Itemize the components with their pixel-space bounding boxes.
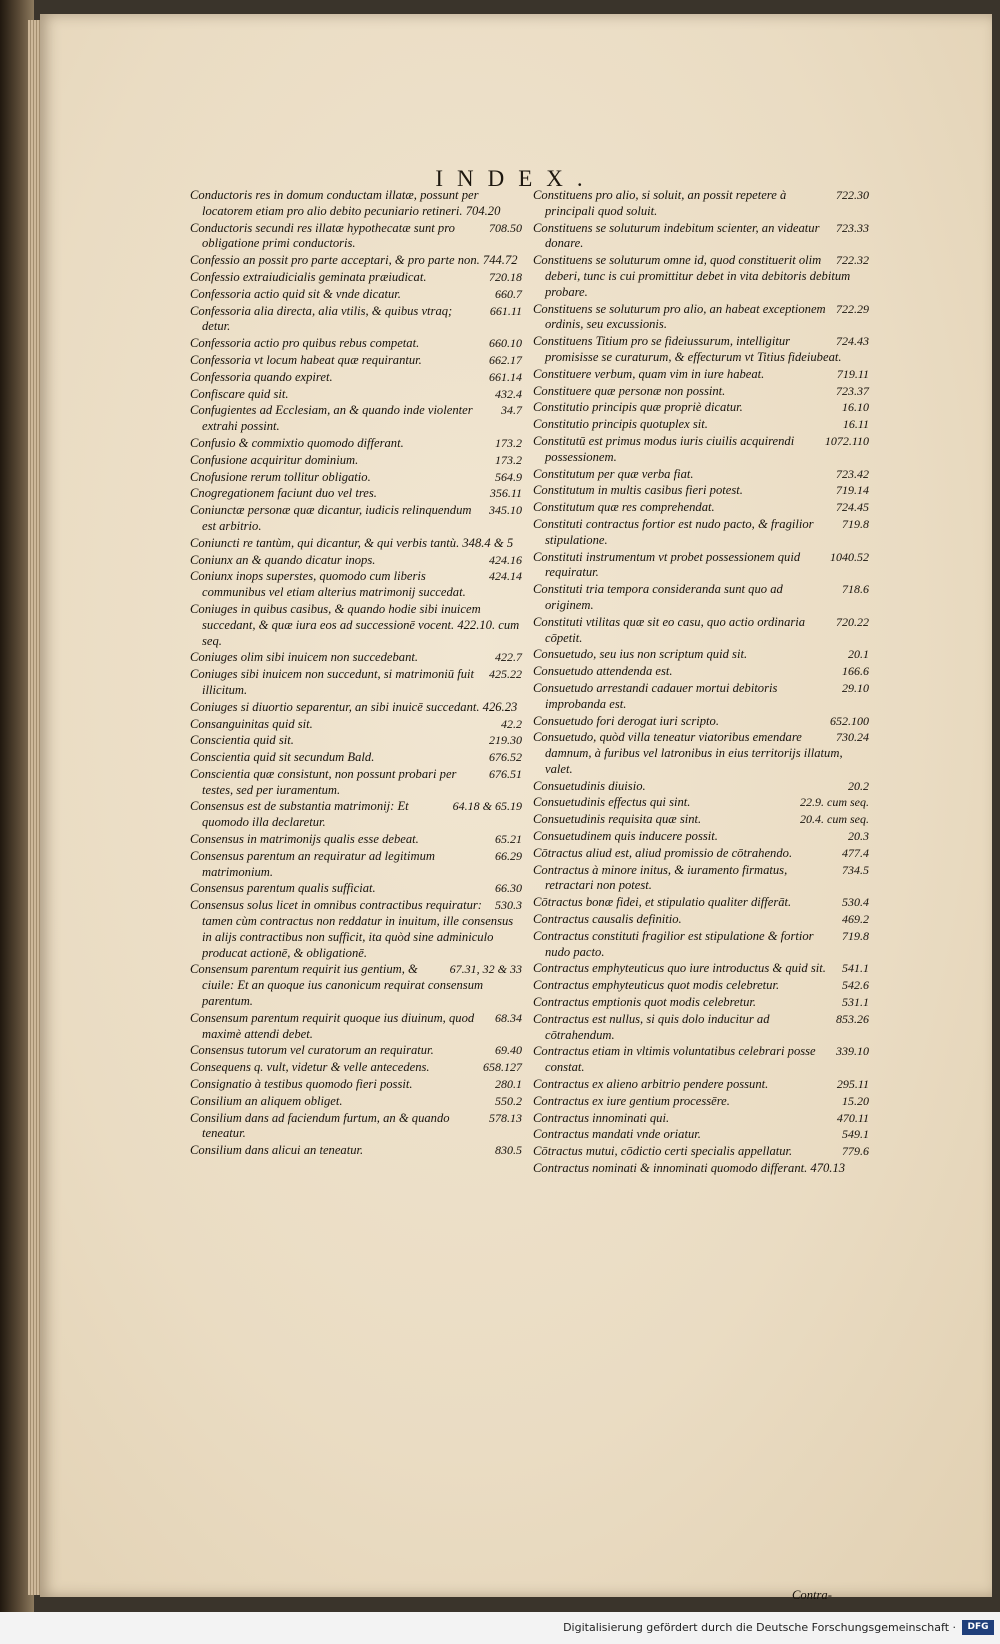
index-entry-reference: 730.24 [836, 730, 869, 745]
index-entry [190, 403, 522, 435]
index-entry-reference: 734.5 [842, 862, 869, 877]
index-entry-text: Cnogregationem faciunt duo vel tres. [190, 486, 377, 501]
index-entry-text: Contractus ex alieno arbitrio pendere possunt. [533, 1077, 769, 1092]
index-entry-text: Contractus etiam in vltimis voluntatibus celebrari posse constat. [533, 1044, 816, 1075]
index-entry-reference: 425.22 [489, 667, 522, 682]
index-entry-reference: 549.1 [842, 1127, 869, 1142]
index-entry-text: Coniuges olim sibi inuicem non succedebant. [190, 650, 419, 665]
index-entry-reference: 719.8 [842, 516, 869, 531]
index-entry-reference: 722.30 [836, 188, 869, 202]
index-entry-reference: 345.10 [489, 503, 522, 518]
index-entry-reference: 550.2 [495, 1093, 522, 1108]
index-entry-reference: 723.42 [836, 466, 869, 481]
index-entry-reference: 64.18 & 65.19 [452, 799, 522, 814]
index-entry-text: Consuetudinis diuisio. [533, 778, 646, 793]
index-entry-reference: 469.2 [842, 912, 869, 927]
index-entry-text: Consuetudo arrestandi cadauer mortui debitoris improbanda est. [533, 680, 778, 711]
index-entry-reference: 69.40 [495, 1043, 522, 1058]
index-entry-text: Consuetudo fori derogat iuri scripto. [533, 713, 719, 728]
index-entry [533, 912, 869, 928]
index-entry-text: Contractus causalis definitio. [533, 912, 682, 927]
index-entry-text: Contractus constituti fragilior est stipulatione & fortior nudo pacto. [533, 928, 814, 959]
index-entry [533, 795, 869, 811]
index-entry-text: Constituens se soluturum indebitum scienter, an videatur donare. [533, 220, 820, 251]
index-entry [533, 221, 869, 253]
index-entry-text: Conscientia quid sit secundum Bald. [190, 750, 375, 765]
index-entry [533, 863, 869, 895]
index-entry-text: Conductoris res in domum conductam illatæ, possunt per locatorem etiam pro alio debito pecuniario retineri. 704.20 [190, 188, 501, 218]
index-entry [190, 700, 522, 716]
index-entry [533, 714, 869, 730]
index-entry [533, 1144, 869, 1160]
index-entry [533, 779, 869, 795]
index-entry-reference: 22.9. cum seq. [800, 795, 869, 810]
index-entry-reference: 718.6 [842, 582, 869, 597]
index-entry-text: Constituti vtilitas quæ sit eo casu, quo actio ordinaria cōpetit. [533, 614, 806, 645]
index-entry-reference: 424.16 [489, 552, 522, 567]
index-entry-text: Confugientes ad Ecclesiam, an & quando inde violenter extrahi possint. [190, 403, 473, 434]
index-entry-text: Coniuncti re tantùm, qui dicantur, & qui verbis tantù. 348.4 & 5 [190, 535, 514, 550]
index-entry-text: Consanguinitas quid sit. [190, 716, 313, 731]
index-entry [190, 221, 522, 253]
index-entry [190, 767, 522, 799]
index-entry-reference: 65.21 [495, 832, 522, 847]
index-entry-reference: 422.7 [495, 650, 522, 665]
index-entry [533, 302, 869, 334]
index-entry-reference: 719.14 [836, 483, 869, 498]
index-entry-reference: 20.2 [848, 778, 869, 793]
index-entry-text: Coniunx inops superstes, quomodo cum liberis communibus vel etiam alterius matrimonij succedat. [190, 569, 466, 600]
index-entry-reference: 830.5 [495, 1143, 522, 1158]
index-entry [533, 367, 869, 383]
index-entry-reference: 166.6 [842, 664, 869, 679]
index-entry-reference: 295.11 [836, 1077, 869, 1092]
index-entry [190, 1043, 522, 1059]
index-entry-text: Confusio & commixtio quomodo differant. [190, 435, 404, 450]
index-entry [533, 1012, 869, 1044]
index-entry-reference: 67.31, 32 & 33 [449, 962, 522, 977]
index-entry-text: Constitutum in multis casibus fieri potest. [533, 483, 743, 498]
index-entry [533, 1127, 869, 1143]
index-entry-text: Cnofusione rerum tollitur obligatio. [190, 469, 371, 484]
index-entry-reference: 542.6 [842, 978, 869, 993]
index-entry [533, 417, 869, 433]
index-entry-reference: 530.4 [842, 895, 869, 910]
index-entry [533, 978, 869, 994]
index-entry-reference: 722.29 [836, 301, 869, 316]
index-entry [533, 582, 869, 614]
index-entry [190, 962, 522, 1009]
index-entry [533, 188, 869, 220]
index-entry [533, 517, 869, 549]
index-entry-text: Contractus emptionis quot modis celebretur. [533, 995, 757, 1010]
index-entry-text: Coniuges in quibus casibus, & quando hodie sibi inuicem succedant, & quæ iura eos ad successionē vocent. 422.10. cum seq. [190, 601, 520, 648]
index-entry-reference: 20.3 [848, 829, 869, 844]
index-entry-reference: 16.11 [842, 417, 869, 432]
index-entry-text: Confessio extraiudicialis geminata præiudicat. [190, 269, 427, 284]
index-entry-reference: 66.30 [495, 881, 522, 896]
index-entry-text: Confiscare quid sit. [190, 386, 289, 401]
index-entry-text: Confessoria actio quid sit & vnde dicatur. [190, 286, 401, 301]
index-entry [190, 336, 522, 352]
index-entry-text: Coniunx an & quando dicatur inops. [190, 552, 376, 567]
index-entry-reference: 15.20 [842, 1093, 869, 1108]
index-entry [190, 799, 522, 831]
index-entry-text: Consilium dans ad faciendum furtum, an & quando teneatur. [190, 1110, 450, 1141]
index-entry-text: Constitutio principis quæ propriè dicatur. [533, 400, 743, 415]
index-entry [190, 898, 522, 961]
index-entry [533, 1094, 869, 1110]
index-entry-reference: 660.10 [489, 336, 522, 351]
index-entry-text: Consensus solus licet in omnibus contractibus requiratur: tamen cùm contractus non reddatur in inuitum, ille consensus in alijs contractibus non sufficit, ita quòd sine adminiculo producat actionē, & obligationē. [190, 898, 514, 960]
index-entry [533, 483, 869, 499]
index-entry [190, 602, 522, 649]
index-entry [190, 1060, 522, 1076]
index-entry-text: Consensum parentum requirit quoque ius diuinum, quod maximè attendi debet. [190, 1010, 475, 1041]
index-entry [533, 253, 869, 300]
index-entry-text: Constituens pro alio, si soluit, an possit repetere à principali quod soluit. [533, 188, 787, 218]
index-entry-text: Confessoria vt locum habeat quæ requirantur. [190, 352, 422, 367]
index-entry-text: Coniuges si diuortio separentur, an sibi inuicē succedant. 426.23 [190, 699, 518, 714]
dfg-logo: DFG [962, 1620, 994, 1635]
index-entry-reference: 29.10 [842, 680, 869, 695]
index-entry-reference: 339.10 [836, 1044, 869, 1059]
index-entry-text: Consignatio à testibus quomodo fieri possit. [190, 1077, 413, 1092]
index-entry-reference: 724.45 [836, 500, 869, 515]
index-entry-reference: 68.34 [495, 1010, 522, 1025]
index-entry [190, 503, 522, 535]
index-entry-text: Coniuges sibi inuicem non succedunt, si matrimoniū fuit illicitum. [190, 667, 475, 697]
index-entry [533, 829, 869, 845]
index-entry-text: Consequens q. vult, videtur & velle antecedens. [190, 1060, 430, 1075]
index-entry [533, 384, 869, 400]
index-entry-text: Contractus nominati & innominati quomodo differant. 470.13 [533, 1161, 846, 1176]
index-entry-text: Confessio an possit pro parte acceptari, & pro parte non. 744.72 [190, 253, 518, 268]
index-entry-text: Consensus in matrimonijs qualis esse debeat. [190, 832, 419, 847]
index-entry [533, 961, 869, 977]
index-entry-text: Constitutio principis quotuplex sit. [533, 417, 708, 432]
index-entry [190, 1111, 522, 1143]
index-entry-text: Contractus mandati vnde oriatur. [533, 1127, 701, 1142]
catchword: Contra- [792, 1588, 832, 1602]
index-entry-reference: 173.2 [495, 435, 522, 450]
index-entry-text: Constituti instrumentum vt probet possessionem quid requiratur. [533, 549, 801, 580]
index-entry-reference: 34.7 [501, 403, 522, 418]
index-entry-reference: 719.8 [842, 928, 869, 943]
index-entry-reference: 531.1 [842, 995, 869, 1010]
index-entry-text: Consilium an aliquem obliget. [190, 1093, 343, 1108]
index-entry [533, 615, 869, 647]
index-entry-reference: 42.2 [501, 716, 522, 731]
index-entry [533, 334, 869, 366]
index-entry [190, 536, 522, 552]
index-entry-text: Cōtractus mutui, cōdictio certi specialis appellatur. [533, 1144, 793, 1159]
index-entry-reference: 722.32 [836, 253, 869, 268]
index-entry [533, 550, 869, 582]
index-entry-text: Contractus est nullus, si quis dolo inducitur ad cōtrahendum. [533, 1011, 770, 1042]
index-entry-reference: 20.4. cum seq. [800, 812, 869, 827]
index-entry [533, 730, 869, 777]
index-entry-reference: 661.14 [489, 369, 522, 384]
index-entry [190, 353, 522, 369]
digitization-footer [0, 1612, 1000, 1644]
index-entry-text: Consilium dans alicui an teneatur. [190, 1143, 364, 1158]
index-entry-text: Conscientia quæ consistunt, non possunt probari per testes, sed per iuramentum. [190, 766, 457, 797]
index-entry-text: Cōtractus aliud est, aliud promissio de cōtrahendo. [533, 845, 793, 860]
index-entry-text: Cōtractus bonæ fidei, et stipulatio qualiter differāt. [533, 895, 792, 910]
index-entry [190, 650, 522, 666]
index-entry [190, 1011, 522, 1043]
index-entry-reference: 356.11 [489, 486, 522, 501]
page-header: INDEX. [435, 166, 597, 191]
index-entry [533, 434, 869, 466]
index-entry-reference: 723.37 [836, 383, 869, 398]
index-entry-reference: 723.33 [836, 220, 869, 235]
index-entry [533, 846, 869, 862]
index-entry-reference: 564.9 [495, 469, 522, 484]
index-entry [190, 1143, 522, 1159]
index-entry [190, 1077, 522, 1093]
index-entry-reference: 652.100 [830, 713, 869, 728]
index-entry-reference: 66.29 [495, 848, 522, 863]
index-entry-reference: 280.1 [495, 1077, 522, 1092]
index-entry-reference: 720.22 [836, 614, 869, 629]
index-entry-reference: 578.13 [489, 1110, 522, 1125]
index-entry-text: Conductoris secundi res illatæ hypothecatæ sunt pro obligatione primi conductoris. [190, 220, 455, 251]
index-entry [190, 287, 522, 303]
index-entry [190, 486, 522, 502]
index-entry-reference: 1072.110 [824, 433, 869, 448]
index-entry-text: Contractus emphyteuticus quo iure introductus & quid sit. [533, 961, 826, 976]
footer-credit: Digitalisierung gefördert durch die Deutsche Forschungsgemeinschaft · [563, 1621, 956, 1634]
index-entry [533, 681, 869, 713]
index-entry [533, 467, 869, 483]
index-entry [190, 453, 522, 469]
index-entry-text: Constituere quæ personæ non possint. [533, 383, 726, 398]
index-entry-text: Constituere verbum, quam vim in iure habeat. [533, 366, 765, 381]
index-entry-text: Consensum parentum requirit ius gentium, & ciuile: Et an quoque ius canonicum requirat consensum parentum. [190, 962, 484, 1009]
index-entry [533, 929, 869, 961]
index-entry [533, 1077, 869, 1093]
index-entry-text: Confessoria alia directa, alia vtilis, & quibus vtraq; detur. [190, 303, 453, 334]
index-entry [190, 750, 522, 766]
index-entry-reference: 724.43 [836, 334, 869, 349]
index-entry-text: Consensus est de substantia matrimonij: Et quomodo illa declaretur. [190, 799, 409, 830]
index-entry-reference: 20.1 [848, 647, 869, 662]
index-entry-text: Consuetudo, seu ius non scriptum quid sit. [533, 647, 748, 662]
index-entry-text: Constituti tria tempora consideranda sunt quo ad originem. [533, 582, 783, 612]
index-entry-text: Consensus parentum qualis sufficiat. [190, 881, 376, 896]
index-entry-reference: 676.51 [489, 766, 522, 781]
index-entry-reference: 662.17 [489, 352, 522, 367]
index-entry [533, 400, 869, 416]
index-entry [190, 304, 522, 336]
index-entry-text: Confessoria quando expiret. [190, 369, 333, 384]
index-entry [533, 995, 869, 1011]
index-entry-text: Contractus ex iure gentium processēre. [533, 1093, 730, 1108]
index-entry-reference: 530.3 [495, 898, 522, 913]
index-entry-reference: 1040.52 [830, 549, 869, 564]
index-entry-text: Confusione acquiritur dominium. [190, 452, 359, 467]
index-entry-text: Consensus parentum an requiratur ad legitimum matrimonium. [190, 848, 435, 879]
index-entry [190, 436, 522, 452]
index-entry [190, 667, 522, 699]
index-entry-reference: 424.14 [489, 569, 522, 584]
index-column-left [190, 188, 522, 1160]
index-entry-reference: 708.50 [489, 220, 522, 235]
index-entry-reference: 16.10 [842, 400, 869, 415]
index-entry [533, 1111, 869, 1127]
index-entry [190, 553, 522, 569]
index-column-right [533, 188, 869, 1178]
index-entry [190, 881, 522, 897]
index-entry-text: Contractus à minore initus, & iuramento firmatus, retractari non potest. [533, 862, 788, 893]
index-entry-text: Consuetudinis effectus qui sint. [533, 795, 691, 810]
index-entry-reference: 660.7 [495, 286, 522, 301]
index-entry-text: Constituens Titium pro se fideiussurum, intelligitur promisisse se curaturum, & effecturum vt Titius fideiubeat. [533, 334, 842, 364]
index-entry [533, 895, 869, 911]
index-entry-text: Conscientia quid sit. [190, 733, 294, 748]
index-entry [190, 733, 522, 749]
index-entry-text: Confessoria actio pro quibus rebus competat. [190, 336, 420, 351]
index-entry [190, 370, 522, 386]
index-entry-reference: 173.2 [495, 452, 522, 467]
index-entry [533, 812, 869, 828]
index-entry-text: Constitutum quæ res comprehendat. [533, 500, 715, 515]
index-entry [533, 647, 869, 663]
index-entry-reference: 219.30 [489, 733, 522, 748]
index-entry-text: Coniunctæ personæ quæ dicantur, iudicis relinquendum est arbitrio. [190, 503, 472, 533]
index-entry-text: Constituti contractus fortior est nudo pacto, & fragilior stipulatione. [533, 516, 814, 547]
index-entry [190, 470, 522, 486]
index-entry [190, 569, 522, 601]
index-entry-text: Constitutū est primus modus iuris ciuilis acquirendi possessionem. [533, 433, 795, 464]
index-entry-reference: 658.127 [483, 1060, 522, 1075]
index-entry-text: Consuetudinem quis inducere possit. [533, 829, 718, 844]
index-entry-text: Contractus emphyteuticus quot modis celebretur. [533, 978, 780, 993]
index-entry-reference: 661.11 [489, 303, 522, 318]
index-entry-reference: 853.26 [836, 1011, 869, 1026]
index-entry-text: Consuetudo, quòd villa teneatur viatoribus emendare damnum, à furibus vel latronibus in eius territorijs illatum, valet. [533, 730, 843, 776]
index-entry-text: Consuetudo attendenda est. [533, 664, 673, 679]
index-entry [190, 387, 522, 403]
index-entry-reference: 477.4 [842, 845, 869, 860]
index-entry-text: Constitutum per quæ verba fiat. [533, 466, 694, 481]
index-entry-reference: 676.52 [489, 750, 522, 765]
index-entry [190, 270, 522, 286]
index-entry [533, 664, 869, 680]
index-entry-text: Contractus innominati qui. [533, 1110, 670, 1125]
index-entry [190, 849, 522, 881]
index-entry-text: Constituens se soluturum omne id, quod constituerit olim deberi, tunc is cui promittitur debet in vita debitoris debitum probare. [533, 253, 851, 299]
index-entry-reference: 541.1 [842, 961, 869, 976]
index-entry-reference: 720.18 [489, 269, 522, 284]
index-entry-text: Constituens se soluturum pro alio, an habeat exceptionem ordinis, seu excussionis. [533, 301, 826, 332]
index-entry-text: Consuetudinis requisita quæ sint. [533, 812, 702, 827]
index-entry [190, 832, 522, 848]
index-entry-reference: 779.6 [842, 1144, 869, 1159]
index-entry-reference: 432.4 [495, 386, 522, 401]
index-entry-reference: 470.11 [836, 1110, 869, 1125]
index-entry-reference: 719.11 [836, 366, 869, 381]
index-entry-text: Consensus tutorum vel curatorum an requiratur. [190, 1043, 434, 1058]
index-entry [533, 500, 869, 516]
index-entry [190, 717, 522, 733]
index-entry [533, 1044, 869, 1076]
index-entry [190, 1094, 522, 1110]
index-entry [190, 253, 522, 269]
index-entry [190, 188, 522, 220]
index-entry [533, 1161, 869, 1177]
